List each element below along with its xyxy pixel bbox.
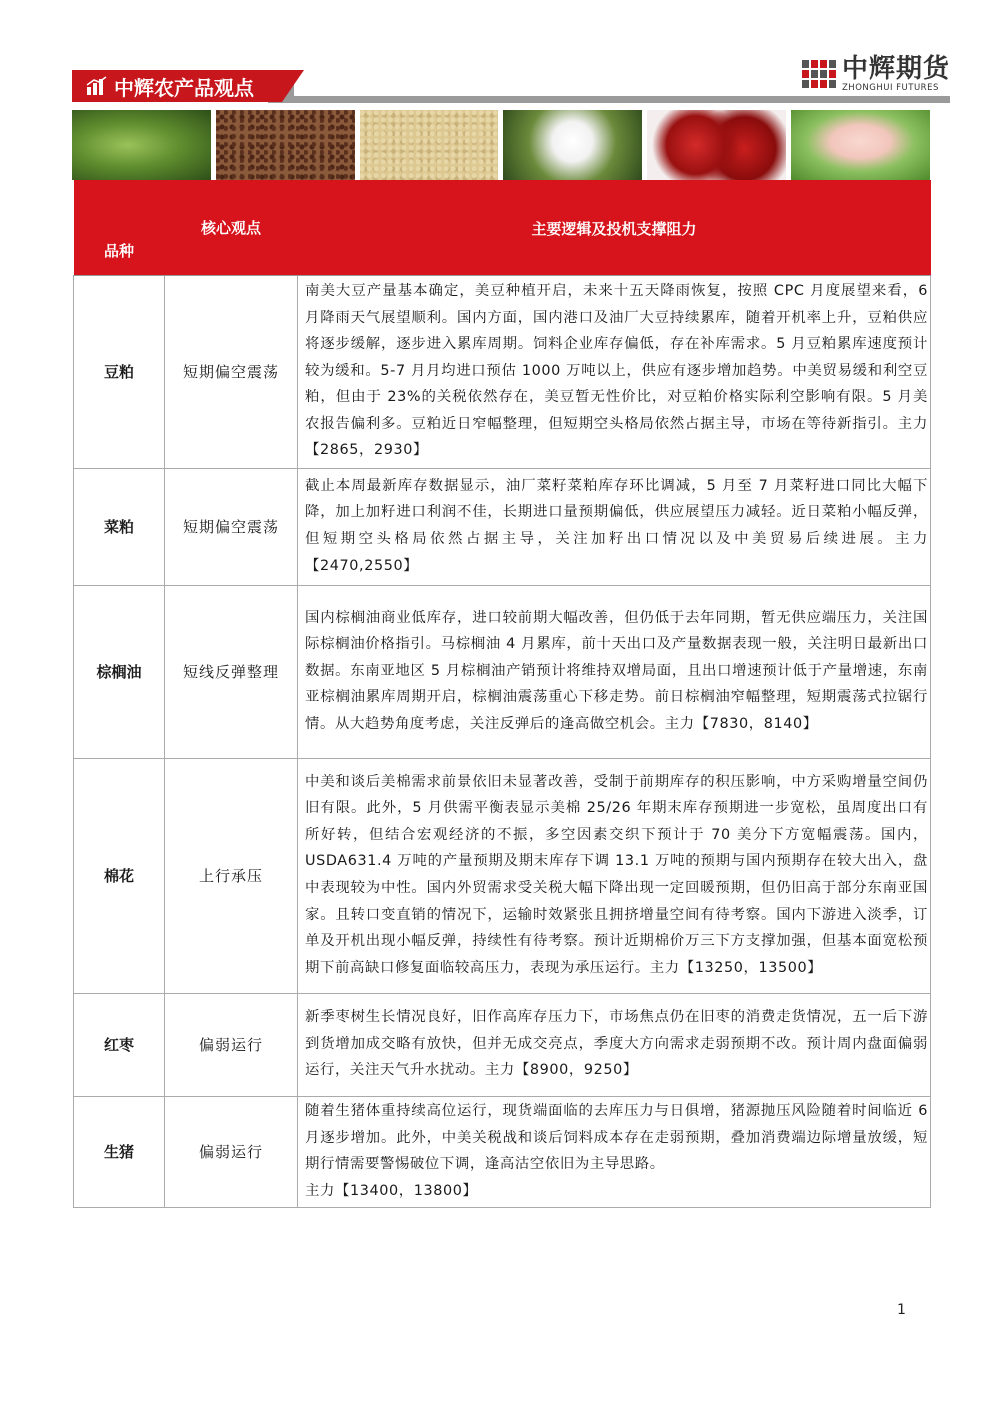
core-view-cell: 短期偏空震荡	[165, 276, 298, 469]
bar-chart-icon	[86, 76, 108, 96]
logic-cell	[298, 1097, 931, 1208]
commodity-views-table	[73, 180, 931, 1208]
variety-cell: 生猪	[74, 1097, 165, 1208]
variety-cell: 豆粕	[74, 276, 165, 469]
variety-cell: 棕榈油	[74, 586, 165, 759]
logic-text: 随着生猪体重持续高位运行，现货端面临的去库压力与日俱增，猪源抛压风险随着时间临近 6 月逐步增加。此外，中美关税战和谈后饲料成本存在走弱预期，叠加消费端边际增量放缓，短期行情需要警惕破位下调，逢高沽空依旧为主导思路。	[305, 1103, 928, 1173]
commodity-photo-strip	[72, 110, 930, 180]
core-view-cell: 短期偏空震荡	[165, 469, 298, 586]
table-row	[74, 276, 931, 469]
core-view-cell: 偏弱运行	[165, 1097, 298, 1208]
header-core-view: 核心观点	[165, 180, 298, 276]
header-main-logic: 主要逻辑及投机支撑阻力	[298, 180, 931, 276]
table-header-row	[74, 180, 931, 276]
logic-cell: 国内棕榈油商业低库存，进口较前期大幅改善，但仍低于去年同期，暂无供应端压力，关注国际棕榈油价格指引。马棕榈油 4 月累库，前十天出口及产量数据表现一般，关注明日最新出口数据。东南亚地区 5 月棕榈油产销预计将维持双增局面，且出口增速预计低于产量增速，东南亚棕榈油累库周期开启，棕榈油震荡重心下移走势。前日棕榈油窄幅整理，短期震荡式拉锯行情。从大趋势角度考虑，关注反弹后的逢高做空机会。主力【7830，8140】	[298, 586, 931, 759]
logo-english-name: ZHONGHUI FUTURES	[841, 82, 939, 93]
header-gray-bar	[282, 96, 950, 103]
page-number: 1	[897, 1302, 906, 1318]
title-tab-slant	[282, 70, 304, 102]
pig-image	[791, 110, 930, 180]
section-title-tab	[72, 70, 282, 102]
cotton-image	[503, 110, 642, 180]
core-view-cell: 短线反弹整理	[165, 586, 298, 759]
logic-price-range: 主力【13400，13800】	[305, 1182, 478, 1199]
table-row	[74, 1097, 931, 1208]
logic-cell: 中美和谈后美棉需求前景依旧未显著改善，受制于前期库存的积压影响，中方采购增量空间仍旧有限。此外，5 月供需平衡表显示美棉 25/26 年期末库存预期进一步宽松，虽周度出口有所好转，但结合宏观经济的不振，多空因素交织下预计于 70 美分下方宽幅震荡。国内，USDA631.4 万吨的产量预期及期末库存下调 13.1 万吨的预期与国内预期存在较大出入，盘中表现较为中性。国内外贸需求受关税大幅下降出现一定回暖预期，但仍旧高于部分东南亚国家。且转口变直销的情况下，运输时效紧张且拥挤增量空间有待考察。国内下游进入淡季，订单及开机出现小幅反弹，持续性有待考察。预计近期棉价万三下方支撑加强，但基本面宽松预期下前高缺口修复面临较高压力，表现为承压运行。主力【13250，13500】	[298, 759, 931, 994]
soybean-plant-image	[72, 110, 211, 180]
core-view-cell: 偏弱运行	[165, 994, 298, 1097]
table-row	[74, 586, 931, 759]
logo-grid-icon	[802, 60, 836, 88]
company-logo	[802, 53, 950, 93]
logic-cell: 新季枣树生长情况良好，旧作高库存压力下，市场焦点仍在旧枣的消费走货情况，五一后下游到货增加成交略有放快，但并无成交亮点，季度大方向需求走弱预期不改。预计周内盘面偏弱运行，关注天气升水扰动。主力【8900，9250】	[298, 994, 931, 1097]
logic-cell: 截止本周最新库存数据显示，油厂菜籽菜粕库存环比调减，5 月至 7 月菜籽进口同比大幅下降，加上加籽进口利润不佳，长期进口量预期偏低，供应展望压力减轻。近日菜粕小幅反弹，但短期空头格局依然占据主导，关注加籽出口情况以及中美贸易后续进展。主力【2470,2550】	[298, 469, 931, 586]
section-title: 中辉农产品观点	[114, 75, 254, 100]
page-header	[72, 53, 950, 102]
rapeseed-meal-image	[360, 110, 499, 180]
logic-cell: 南美大豆产量基本确定，美豆种植开启，未来十五天降雨恢复，按照 CPC 月度展望来看，6 月降雨天气展望顺利。国内方面，国内港口及油厂大豆持续累库，随着开机率上升，豆粕供应将逐步缓解，逐步进入累库周期。饲料企业库存偏低，存在补库需求。5 月豆粕累库速度预计较为缓和。5-7 月月均进口预估 1000 万吨以上，供应有逐步增加趋势。中美贸易缓和利空豆粕，但由于 23%的关税依然存在，美豆暂无性价比，对豆粕价格实际利空影响有限。5 月美农报告偏利多。豆粕近日窄幅整理，但短期空头格局依然占据主导，市场在等待新指引。主力【2865，2930】	[298, 276, 931, 469]
table-row	[74, 469, 931, 586]
logo-chinese-name: 中辉期货	[841, 53, 950, 84]
header-variety: 品种	[74, 180, 165, 276]
variety-cell: 棉花	[74, 759, 165, 994]
table-row	[74, 759, 931, 994]
core-view-cell: 上行承压	[165, 759, 298, 994]
variety-cell: 菜粕	[74, 469, 165, 586]
red-dates-image	[647, 110, 786, 180]
rapeseed-image	[216, 110, 355, 180]
table-row	[74, 994, 931, 1097]
variety-cell: 红枣	[74, 994, 165, 1097]
